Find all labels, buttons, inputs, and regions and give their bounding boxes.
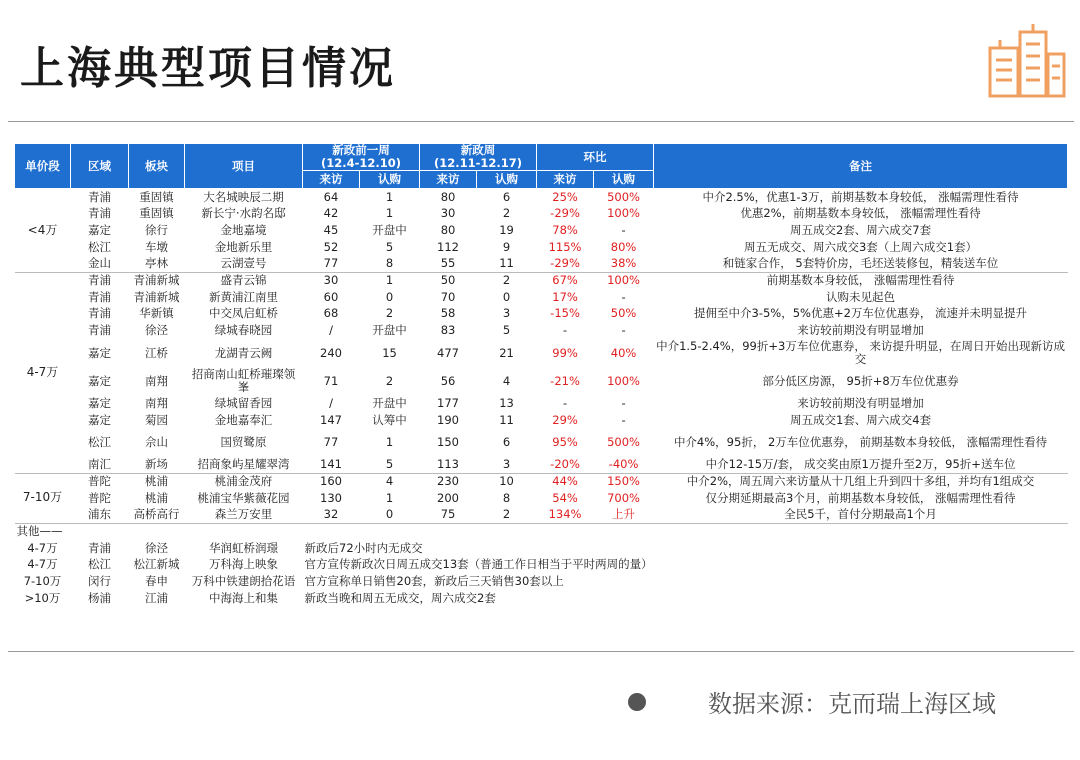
data-cell: 浦东 — [88, 507, 111, 522]
table-row — [15, 222, 1068, 239]
data-cell: 松江 — [88, 239, 111, 254]
data-cell: -40% — [608, 456, 639, 471]
data-cell: 大名城映辰二期 — [203, 189, 284, 204]
data-cell: 徐泾 — [145, 323, 168, 338]
note-cell: 中介4%，95折， 2万车位优惠券， 前期基数本身较低， 涨幅需理性看待 — [673, 434, 1048, 449]
data-cell: 99% — [552, 345, 578, 360]
data-cell: 龙湖青云阙 — [214, 345, 273, 360]
note-cell: 周五成交1套、周六成交4套 — [789, 412, 932, 427]
data-cell: 83 — [440, 323, 456, 338]
data-cell: 青浦 — [88, 289, 111, 304]
data-cell: 75 — [440, 507, 456, 522]
data-cell: 30 — [303, 272, 360, 289]
data-cell: / — [329, 395, 333, 410]
data-cell: -29% — [550, 256, 580, 271]
data-cell: 115% — [548, 239, 582, 254]
data-cell: 佘山 — [145, 434, 168, 449]
data-cell: 2 — [477, 272, 537, 289]
header-subs: 认购 — [360, 171, 420, 189]
data-cell: 青浦 — [88, 540, 111, 555]
data-cell: 1 — [385, 189, 394, 204]
data-cell: 5 — [385, 239, 394, 254]
data-cell: 新长宁·水韵名邸 — [201, 206, 286, 221]
data-cell: 78% — [552, 223, 578, 238]
data-cell: -15% — [550, 306, 580, 321]
data-cell: 金地嘉奉汇 — [214, 412, 273, 427]
data-cell: 徐行 — [145, 223, 168, 238]
data-cell: 15 — [382, 345, 397, 360]
data-cell: 60 — [323, 289, 339, 304]
data-cell: 150 — [437, 434, 459, 449]
data-cell: 4 — [502, 373, 511, 388]
data-cell: 200 — [437, 490, 459, 505]
note-cell: 新政当晚和周五无成交，周六成交2套 — [304, 590, 496, 605]
data-cell: 嘉定 — [88, 412, 111, 427]
data-cell: 11 — [499, 256, 514, 271]
note-cell: 认购未见起色 — [826, 289, 896, 304]
page-title: 上海典型项目情况 — [20, 43, 396, 94]
data-cell: 477 — [437, 345, 459, 360]
note-cell: 来访较前期没有明显增加 — [797, 395, 924, 410]
data-cell: 华新镇 — [139, 306, 174, 321]
table-row — [15, 322, 1068, 339]
data-cell: 100% — [607, 206, 640, 221]
data-cell: 青浦 — [88, 323, 111, 338]
data-cell: 134% — [548, 507, 582, 522]
data-cell: 高桥高行 — [133, 507, 180, 522]
data-cell: 嘉定 — [88, 373, 111, 388]
data-cell: 177 — [437, 395, 459, 410]
data-cell: 80 — [440, 223, 456, 238]
data-cell: 新场 — [145, 456, 168, 471]
table-row — [15, 540, 1068, 557]
data-cell: 500% — [607, 434, 640, 449]
data-cell: 13 — [499, 395, 514, 410]
projects-table — [14, 143, 1068, 607]
note-cell: 部分低区房源， 95折+8万车位优惠券 — [762, 373, 959, 388]
note-cell: 中介12-15万/套， 成交奖由原1万提升至2万，95折+送车位 — [705, 456, 1016, 471]
table-row — [15, 412, 1068, 429]
note-cell: 中介1.5-2.4%，99折+3万车位优惠券， 来访提升明显，在周日开始出现新访成交 — [656, 339, 1065, 367]
data-cell: 190 — [437, 412, 459, 427]
data-cell: 45 — [323, 223, 339, 238]
table-row — [15, 206, 1068, 223]
data-cell: 国贸鹭原 — [220, 434, 267, 449]
note-cell: 仅分期延期最高3个月，前期基数本身较低， 涨幅需理性看待 — [705, 490, 1016, 505]
data-cell: 桃浦金茂府 — [185, 473, 303, 490]
header-district: 区域 — [71, 144, 129, 189]
data-cell: - — [562, 323, 568, 338]
data-cell: 桃浦 — [129, 473, 185, 490]
data-cell: 100% — [594, 272, 654, 289]
table-row — [15, 289, 1068, 306]
others-header-row — [15, 523, 1068, 540]
price-band-cell: 4-7万 — [15, 272, 71, 473]
data-cell: 认筹中 — [372, 412, 407, 427]
note-cell: 和链家合作， 5套特价房，毛坯送装修包，精装送车位 — [722, 256, 999, 271]
data-cell: 重固镇 — [139, 206, 174, 221]
data-cell: 闵行 — [88, 574, 111, 589]
data-cell: 普陀 — [88, 490, 111, 505]
data-cell: 10 — [477, 473, 537, 490]
header-visits: 来访 — [420, 171, 477, 189]
data-cell: 56 — [440, 373, 456, 388]
data-cell: 0 — [385, 289, 394, 304]
data-cell: 95% — [552, 434, 578, 449]
data-cell: 42 — [323, 206, 339, 221]
data-cell: - — [621, 289, 626, 304]
data-cell: 240 — [320, 345, 342, 360]
data-cell: -21% — [550, 373, 580, 388]
data-cell: 8 — [385, 256, 394, 271]
header-project: 项目 — [185, 144, 303, 189]
header-visits: 来访 — [303, 171, 360, 189]
table-row — [15, 306, 1068, 323]
data-cell: 松江新城 — [133, 557, 180, 572]
data-cell: 1 — [360, 272, 420, 289]
data-cell: 南汇 — [88, 456, 111, 471]
table-row — [15, 473, 1068, 490]
data-cell: 亭林 — [145, 256, 168, 271]
data-cell: 2 — [502, 206, 511, 221]
data-cell: 车墩 — [145, 239, 168, 254]
data-cell: 50 — [420, 272, 477, 289]
data-cell: 中交凤启虹桥 — [209, 306, 278, 321]
header-week-after: 新政周 (12.11-12.17) — [420, 144, 537, 171]
data-cell: 6 — [502, 434, 511, 449]
data-cell: 100% — [607, 373, 640, 388]
data-cell: 80% — [610, 239, 637, 254]
header-note: 备注 — [654, 144, 1068, 189]
data-cell: 万科中铁建朗拾花语 — [191, 574, 296, 589]
data-cell: 700% — [607, 490, 640, 505]
note-cell: 中介2.5%，优惠1-3万，前期基数本身较低， 涨幅需理性看待 — [702, 189, 1019, 204]
data-cell: 58 — [440, 306, 456, 321]
table-row — [15, 367, 1068, 395]
bottom-divider — [8, 651, 1074, 652]
data-cell: 金地新乐里 — [214, 239, 273, 254]
data-cell: 开盘中 — [372, 395, 407, 410]
data-cell: 盛青云锦 — [185, 272, 303, 289]
data-cell: 万科海上映象 — [209, 557, 278, 572]
data-cell: 青浦 — [88, 306, 111, 321]
data-cell: 开盘中 — [372, 323, 407, 338]
table-row — [15, 395, 1068, 412]
data-cell: 80 — [440, 189, 456, 204]
data-cell: 松江 — [88, 434, 111, 449]
table-row — [15, 507, 1068, 524]
data-cell: - — [621, 395, 626, 410]
table-row — [15, 272, 1068, 289]
note-cell: 周五无成交、周六成交3套（上周六成交1套） — [743, 239, 978, 254]
price-band-cell: 7-10万 — [15, 473, 71, 523]
data-cell: 杨浦 — [88, 590, 111, 605]
data-cell: 2 — [502, 507, 511, 522]
table-row — [15, 490, 1068, 507]
header-week-before: 新政前一周 (12.4-12.10) — [303, 144, 420, 171]
table-row — [15, 590, 1068, 607]
data-cell: 松江 — [88, 557, 111, 572]
top-divider — [8, 121, 1074, 122]
data-cell: 141 — [320, 456, 342, 471]
data-cell: 150% — [594, 473, 654, 490]
data-cell: 11 — [499, 412, 514, 427]
table-row — [15, 573, 1068, 590]
table-row — [15, 256, 1068, 273]
data-cell: 3 — [502, 306, 511, 321]
data-cell: 19 — [499, 223, 514, 238]
data-cell: 1 — [385, 206, 394, 221]
data-cell: 上升 — [612, 507, 636, 522]
table-row — [15, 339, 1068, 367]
data-cell: 金地嘉境 — [220, 223, 267, 238]
note-cell: 提佣至中介3-5%，5%优惠+2万车位优惠券， 流速并未明显提升 — [694, 306, 1028, 321]
data-source — [628, 684, 996, 719]
data-cell: 2 — [385, 373, 394, 388]
data-cell: 32 — [323, 507, 339, 522]
header-block: 板块 — [129, 144, 185, 189]
data-cell: 64 — [323, 189, 339, 204]
data-cell: 7-10万 — [23, 574, 62, 589]
data-cell: 147 — [320, 412, 342, 427]
data-cell: 青浦新城 — [129, 272, 185, 289]
header-price-band: 单价段 — [15, 144, 71, 189]
data-cell: 1 — [385, 434, 394, 449]
data-cell: 113 — [437, 456, 459, 471]
data-cell: 17% — [552, 289, 578, 304]
data-cell: 重固镇 — [139, 189, 174, 204]
data-cell: 普陀 — [71, 473, 129, 490]
header-ratio: 环比 — [537, 144, 654, 171]
note-cell: 官方宣传新政次日周五成交13套（普通工作日相当于平时两周的量） — [304, 557, 653, 572]
data-cell: 68 — [323, 306, 339, 321]
note-cell: 官方宣称单日销售20套，新政后三天销售30套以上 — [304, 574, 564, 589]
data-cell: 160 — [303, 473, 360, 490]
data-cell: 开盘中 — [372, 223, 407, 238]
others-label: 其他—— — [15, 523, 1068, 540]
data-cell: 嘉定 — [88, 223, 111, 238]
data-cell: 50% — [610, 306, 637, 321]
note-cell: 周五成交2套、周六成交7套 — [789, 223, 932, 238]
data-cell: 5 — [385, 456, 394, 471]
data-cell: 绿城春晓园 — [214, 323, 273, 338]
data-cell: 71 — [323, 373, 339, 388]
table-body — [15, 189, 1068, 607]
data-cell: 44% — [537, 473, 594, 490]
header-subs: 认购 — [477, 171, 537, 189]
data-cell: 55 — [440, 256, 456, 271]
data-cell: 菊园 — [145, 412, 168, 427]
note-cell: 优惠2%，前期基数本身较低， 涨幅需理性看待 — [740, 206, 981, 221]
data-cell: 江桥 — [145, 345, 168, 360]
note-cell: 来访较前期没有明显增加 — [797, 323, 924, 338]
data-cell: 青浦新城 — [133, 289, 180, 304]
data-cell: 77 — [323, 434, 339, 449]
data-cell: 3 — [502, 456, 511, 471]
data-cell: 9 — [502, 239, 511, 254]
data-cell: 2 — [385, 306, 394, 321]
header-subs: 认购 — [594, 171, 654, 189]
table-row — [15, 557, 1068, 574]
data-cell: 金山 — [88, 256, 111, 271]
data-cell: 嘉定 — [88, 345, 111, 360]
table-row — [15, 429, 1068, 457]
data-cell: 桃浦宝华紫薇花园 — [197, 490, 290, 505]
data-cell: 1 — [385, 490, 394, 505]
note-cell: 中介2%，周五周六来访量从十几组上升到四十多组，并均有1组成交 — [654, 473, 1068, 490]
data-cell: 绿城留香园 — [214, 395, 273, 410]
data-cell: -29% — [550, 206, 580, 221]
data-cell: 21 — [499, 345, 514, 360]
data-cell: 森兰万安里 — [214, 507, 273, 522]
data-cell: - — [621, 323, 626, 338]
data-cell: 67% — [537, 272, 594, 289]
data-cell: 70 — [440, 289, 456, 304]
data-cell: 4 — [360, 473, 420, 490]
data-cell: 25% — [552, 189, 578, 204]
data-cell: 招商南山虹桥璀璨领峯 — [191, 367, 296, 395]
data-cell: 30 — [440, 206, 456, 221]
source-text: 数据来源：克而瑞上海区域 — [708, 690, 996, 718]
data-cell: 南翔 — [145, 373, 168, 388]
data-cell: -20% — [550, 456, 580, 471]
note-cell: 新政后72小时内无成交 — [304, 540, 423, 555]
table-row — [15, 457, 1068, 474]
data-cell: 29% — [552, 412, 578, 427]
data-cell: 招商象屿星耀翠湾 — [197, 456, 290, 471]
data-cell: - — [562, 395, 568, 410]
data-cell: 江浦 — [145, 590, 168, 605]
data-cell: 华润虹桥润璟 — [209, 540, 278, 555]
note-cell: 前期基数本身较低， 涨幅需理性看待 — [654, 272, 1068, 289]
header-visits: 来访 — [537, 171, 594, 189]
data-cell: 嘉定 — [88, 395, 111, 410]
data-cell: 4-7万 — [27, 540, 58, 555]
data-cell: 40% — [610, 345, 637, 360]
data-cell: 230 — [420, 473, 477, 490]
price-band-cell: <4万 — [27, 222, 58, 237]
data-cell: 桃浦 — [145, 490, 168, 505]
data-cell: 青浦 — [88, 206, 111, 221]
data-cell: 4-7万 — [27, 557, 58, 572]
data-cell: 130 — [320, 490, 342, 505]
data-cell: 500% — [607, 189, 640, 204]
data-cell: 0 — [502, 289, 511, 304]
building-icon — [984, 18, 1068, 102]
data-cell: >10万 — [24, 590, 61, 605]
data-cell: 6 — [502, 189, 511, 204]
data-cell: 新黄浦江南里 — [209, 289, 278, 304]
data-cell: 8 — [502, 490, 511, 505]
note-cell: 全民5千，首付分期最高1个月 — [784, 507, 937, 522]
data-cell: 0 — [385, 507, 394, 522]
data-cell: 徐泾 — [145, 540, 168, 555]
data-cell: 青浦 — [88, 189, 111, 204]
data-cell: / — [329, 323, 333, 338]
data-cell: 青浦 — [71, 272, 129, 289]
bullet-icon — [628, 693, 646, 711]
data-cell: 云湖壹号 — [220, 256, 267, 271]
data-cell: 春申 — [145, 574, 168, 589]
data-cell: 54% — [552, 490, 578, 505]
data-cell: 南翔 — [145, 395, 168, 410]
data-cell: 38% — [610, 256, 637, 271]
data-cell: 中海海上和集 — [209, 590, 278, 605]
data-cell: 112 — [437, 239, 459, 254]
data-cell: 52 — [323, 239, 339, 254]
data-cell: - — [621, 412, 626, 427]
table-row — [15, 239, 1068, 256]
data-cell: - — [621, 223, 626, 238]
data-cell: 5 — [502, 323, 511, 338]
data-cell: 77 — [323, 256, 339, 271]
table-row — [15, 189, 1068, 206]
